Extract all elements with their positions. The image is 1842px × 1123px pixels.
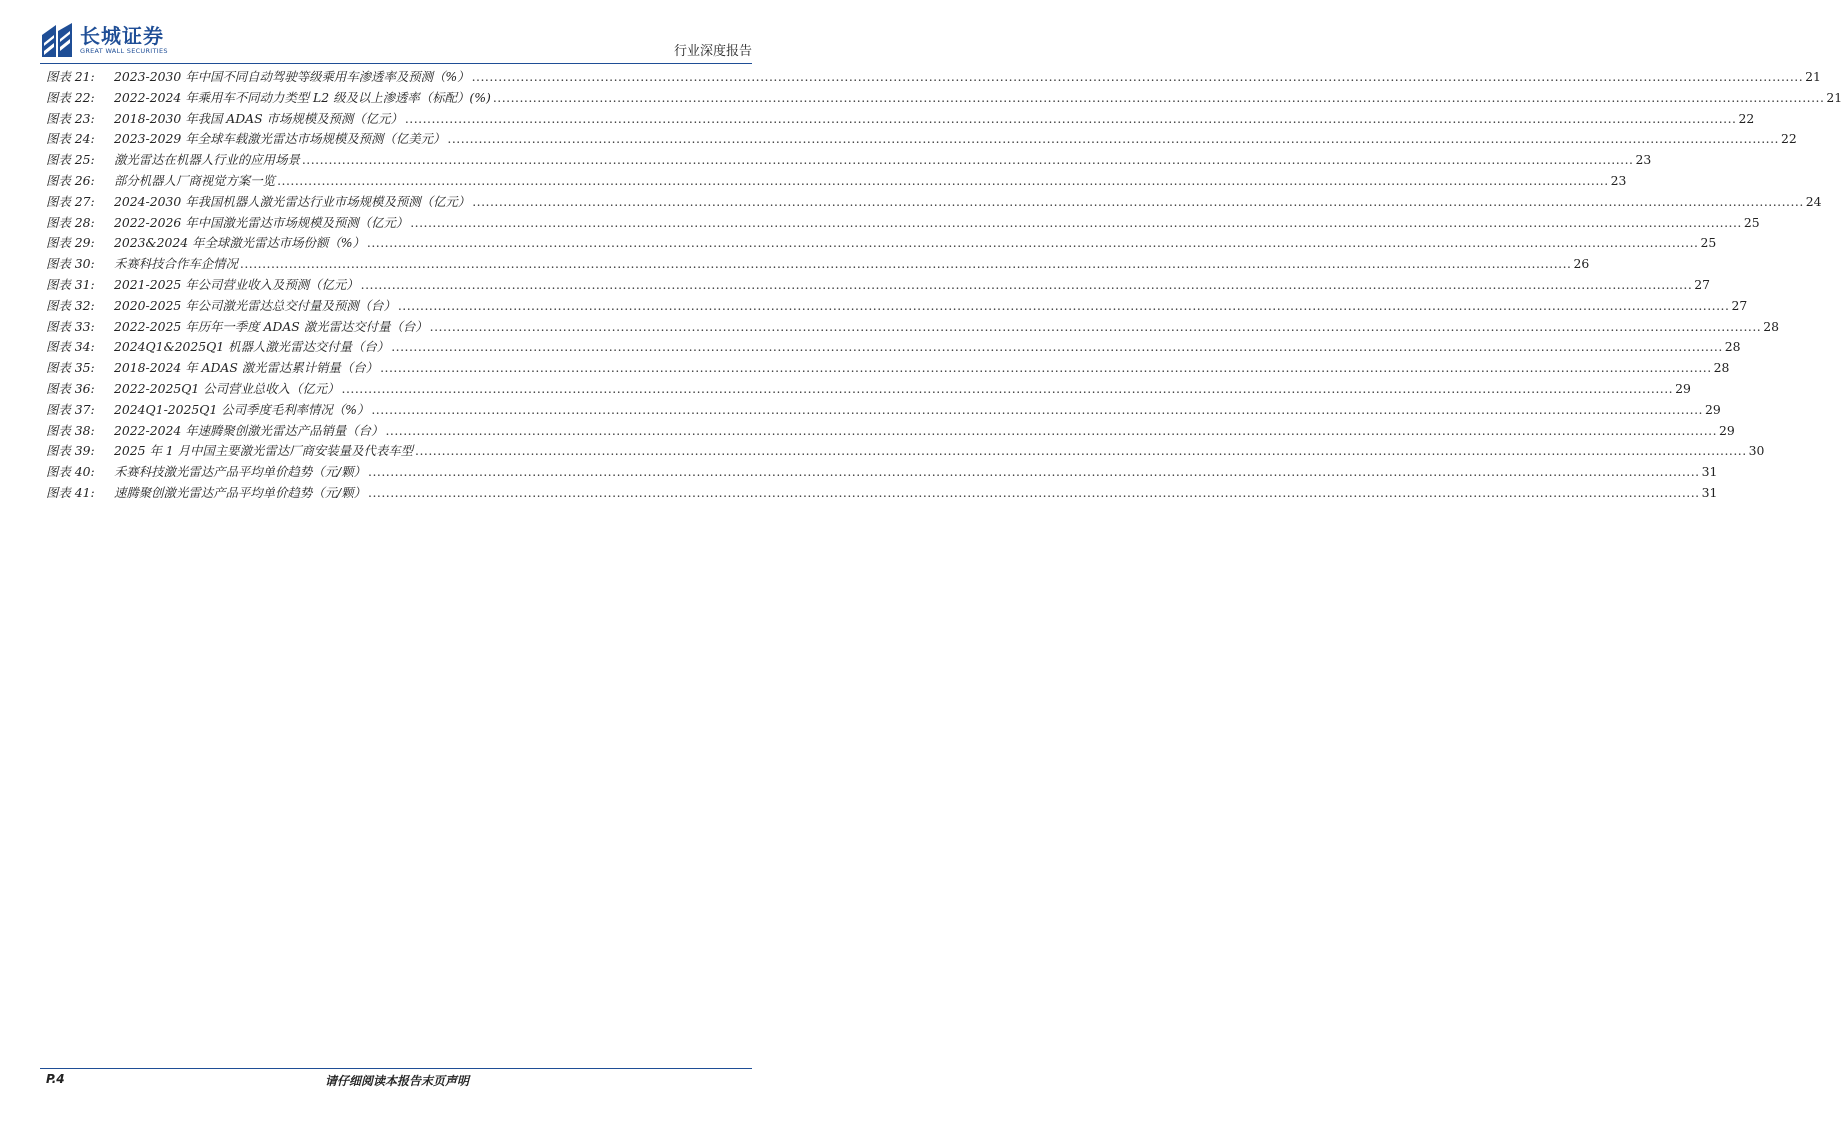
toc-figure-title: 部分机器人厂商视觉方案一览 xyxy=(114,172,276,188)
toc-dot-leader: ............................................................................................................................................................................................................................................................................................................ xyxy=(380,360,1712,376)
toc-dot-leader: ............................................................................................................................................................................................................................................................................................................ xyxy=(391,339,1723,355)
toc-entry[interactable] xyxy=(46,171,1627,192)
logo-chinese-name: 长城证券 xyxy=(80,24,164,48)
toc-figure-title: 2023-2030 年中国不同自动驾驶等级乘用车渗透率及预测（%） xyxy=(114,69,470,84)
toc-figure-title: 2018-2030 年我国 ADAS 市场规模及预测（亿元） xyxy=(114,110,403,126)
toc-figure-label: 图表 40: xyxy=(46,464,95,480)
toc-dot-leader: ............................................................................................................................................................................................................................................................................................................ xyxy=(360,276,1693,292)
toc-figure-title: 2025 年 1 月中国主要激光雷达厂商安装量及代表车型 xyxy=(114,443,414,459)
toc-entry[interactable] xyxy=(46,296,1748,317)
toc-entry[interactable] xyxy=(46,462,1718,483)
figure-list xyxy=(46,67,1842,504)
toc-page-number: 27 xyxy=(1694,276,1711,292)
company-logo xyxy=(40,20,168,60)
toc-dot-leader: ............................................................................................................................................................................................................................................................................................................ xyxy=(368,464,1700,480)
toc-page-number: 23 xyxy=(1635,152,1652,168)
toc-figure-title: 2018-2024 年 ADAS 激光雷达累计销量（台） xyxy=(114,360,379,376)
toc-figure-title: 2024Q1-2025Q1 公司季度毛利率情况（%） xyxy=(114,401,370,417)
toc-figure-label: 图表 34: xyxy=(46,339,95,355)
toc-figure-title: 2024Q1&2025Q1 机器人激光雷达交付量（台） xyxy=(114,339,390,355)
toc-page-number: 31 xyxy=(1701,464,1718,480)
toc-page-number: 24 xyxy=(1805,193,1822,209)
toc-figure-title: 2022-2025Q1 公司营业总收入（亿元） xyxy=(114,380,340,396)
toc-entry[interactable] xyxy=(46,213,1760,234)
toc-entry[interactable] xyxy=(46,150,1652,171)
toc-figure-label: 图表 38: xyxy=(46,422,95,438)
toc-dot-leader: ............................................................................................................................................................................................................................................................................................................ xyxy=(239,256,1572,272)
toc-page-number: 29 xyxy=(1704,401,1721,417)
toc-entry[interactable] xyxy=(46,129,1797,150)
toc-figure-title: 激光雷达在机器人行业的应用场景 xyxy=(114,152,300,168)
toc-entry[interactable] xyxy=(46,233,1717,254)
toc-figure-label: 图表 21: xyxy=(46,69,95,84)
toc-entry[interactable] xyxy=(46,88,1842,109)
toc-page-number: 25 xyxy=(1743,214,1760,230)
toc-figure-title: 速腾聚创激光雷达产品平均单价趋势（元/颗） xyxy=(114,484,366,500)
toc-figure-title: 2023-2029 年全球车载激光雷达市场规模及预测（亿美元） xyxy=(114,131,446,147)
toc-page-number: 22 xyxy=(1738,110,1755,126)
toc-figure-title: 2023&2024 年全球激光雷达市场份额（%） xyxy=(114,235,365,251)
footer-divider xyxy=(40,1068,752,1069)
report-type-label: 行业深度报告 xyxy=(673,44,752,59)
toc-dot-leader: ............................................................................................................................................................................................................................................................................................................ xyxy=(447,131,1779,147)
toc-page-number: 23 xyxy=(1610,172,1627,188)
page-header xyxy=(40,20,752,62)
toc-figure-label: 图表 39: xyxy=(46,443,95,459)
page-number: P.4 xyxy=(46,1072,65,1086)
toc-dot-leader: ............................................................................................................................................................................................................................................................................................................ xyxy=(415,443,1747,459)
toc-figure-title: 禾赛科技激光雷达产品平均单价趋势（元/颗） xyxy=(114,464,366,480)
toc-entry[interactable] xyxy=(46,67,1821,88)
toc-figure-label: 图表 27: xyxy=(46,193,95,209)
toc-page-number: 22 xyxy=(1781,131,1797,147)
toc-dot-leader: ............................................................................................................................................................................................................................................................................................................ xyxy=(277,172,1609,188)
toc-figure-title: 2022-2025 年历年一季度 ADAS 激光雷达交付量（台） xyxy=(114,318,428,334)
toc-page-number: 21 xyxy=(1826,89,1842,105)
toc-figure-label: 图表 37: xyxy=(46,401,95,417)
toc-figure-title: 2022-2026 年中国激光雷达市场规模及预测（亿元） xyxy=(114,214,409,230)
toc-dot-leader: ............................................................................................................................................................................................................................................................................................................ xyxy=(410,214,1742,230)
toc-page-number: 26 xyxy=(1573,256,1590,272)
header-divider xyxy=(40,63,752,64)
toc-dot-leader: ............................................................................................................................................................................................................................................................................................................ xyxy=(368,484,1700,500)
disclaimer-note: 请仔细阅读本报告末页声明 xyxy=(324,1074,469,1088)
toc-figure-title: 2022-2024 年乘用车不同动力类型 L2 级及以上渗透率（标配）(%) xyxy=(114,89,491,105)
toc-entry[interactable] xyxy=(46,483,1718,504)
toc-dot-leader: ............................................................................................................................................................................................................................................................................................................ xyxy=(471,69,1804,84)
toc-page-number: 29 xyxy=(1675,380,1691,396)
toc-dot-leader: ............................................................................................................................................................................................................................................................................................................ xyxy=(301,152,1634,168)
toc-dot-leader: ............................................................................................................................................................................................................................................................................................................ xyxy=(341,380,1674,396)
toc-figure-label: 图表 29: xyxy=(46,235,95,251)
toc-figure-label: 图表 23: xyxy=(46,110,95,126)
toc-figure-title: 2024-2030 年我国机器人激光雷达行业市场规模及预测（亿元） xyxy=(114,193,471,209)
toc-page-number: 27 xyxy=(1731,297,1748,313)
toc-entry[interactable] xyxy=(46,317,1780,338)
toc-entry[interactable] xyxy=(46,275,1711,296)
toc-figure-label: 图表 35: xyxy=(46,360,95,376)
toc-entry[interactable] xyxy=(46,421,1735,442)
toc-figure-label: 图表 32: xyxy=(46,297,95,313)
toc-entry[interactable] xyxy=(46,441,1765,462)
great-wall-logo-icon xyxy=(40,21,74,59)
toc-figure-title: 2022-2024 年速腾聚创激光雷达产品销量（台） xyxy=(114,422,384,438)
toc-dot-leader: ............................................................................................................................................................................................................................................................................................................ xyxy=(366,235,1699,251)
toc-entry[interactable] xyxy=(46,109,1755,130)
toc-entry[interactable] xyxy=(46,379,1691,400)
toc-figure-label: 图表 22: xyxy=(46,89,95,105)
toc-figure-label: 图表 25: xyxy=(46,152,95,168)
toc-entry[interactable] xyxy=(46,358,1730,379)
toc-page-number: 28 xyxy=(1713,360,1730,376)
toc-figure-label: 图表 30: xyxy=(46,256,95,272)
toc-entry[interactable] xyxy=(46,192,1822,213)
toc-figure-title: 禾赛科技合作车企情况 xyxy=(114,256,238,272)
toc-page-number: 31 xyxy=(1701,484,1718,500)
toc-figure-title: 2020-2025 年公司激光雷达总交付量及预测（台） xyxy=(114,297,396,313)
toc-page-number: 25 xyxy=(1700,235,1717,251)
toc-page-number: 29 xyxy=(1719,422,1735,438)
toc-dot-leader: ............................................................................................................................................................................................................................................................................................................ xyxy=(404,110,1737,126)
logo-english-name: GREAT WALL SECURITIES xyxy=(80,47,168,55)
toc-dot-leader: ............................................................................................................................................................................................................................................................................................................ xyxy=(385,422,1718,438)
toc-figure-label: 图表 26: xyxy=(46,172,95,188)
toc-page-number: 30 xyxy=(1748,443,1765,459)
toc-figure-label: 图表 31: xyxy=(46,276,95,292)
toc-entry[interactable] xyxy=(46,254,1590,275)
toc-page-number: 28 xyxy=(1724,339,1741,355)
toc-dot-leader: ............................................................................................................................................................................................................................................................................................................ xyxy=(429,318,1762,334)
toc-dot-leader: ............................................................................................................................................................................................................................................................................................................ xyxy=(492,89,1825,105)
toc-figure-label: 图表 33: xyxy=(46,318,95,334)
toc-entry[interactable] xyxy=(46,337,1741,358)
toc-figure-label: 图表 41: xyxy=(46,484,95,500)
toc-figure-label: 图表 24: xyxy=(46,131,95,147)
toc-figure-label: 图表 28: xyxy=(46,214,95,230)
toc-dot-leader: ............................................................................................................................................................................................................................................................................................................ xyxy=(472,193,1804,209)
toc-page-number: 21 xyxy=(1805,69,1821,84)
toc-dot-leader: ............................................................................................................................................................................................................................................................................................................ xyxy=(397,297,1730,313)
toc-entry[interactable] xyxy=(46,400,1721,421)
toc-page-number: 28 xyxy=(1763,318,1780,334)
toc-figure-title: 2021-2025 年公司营业收入及预测（亿元） xyxy=(114,276,359,292)
toc-dot-leader: ............................................................................................................................................................................................................................................................................................................ xyxy=(371,401,1703,417)
toc-figure-label: 图表 36: xyxy=(46,380,95,396)
